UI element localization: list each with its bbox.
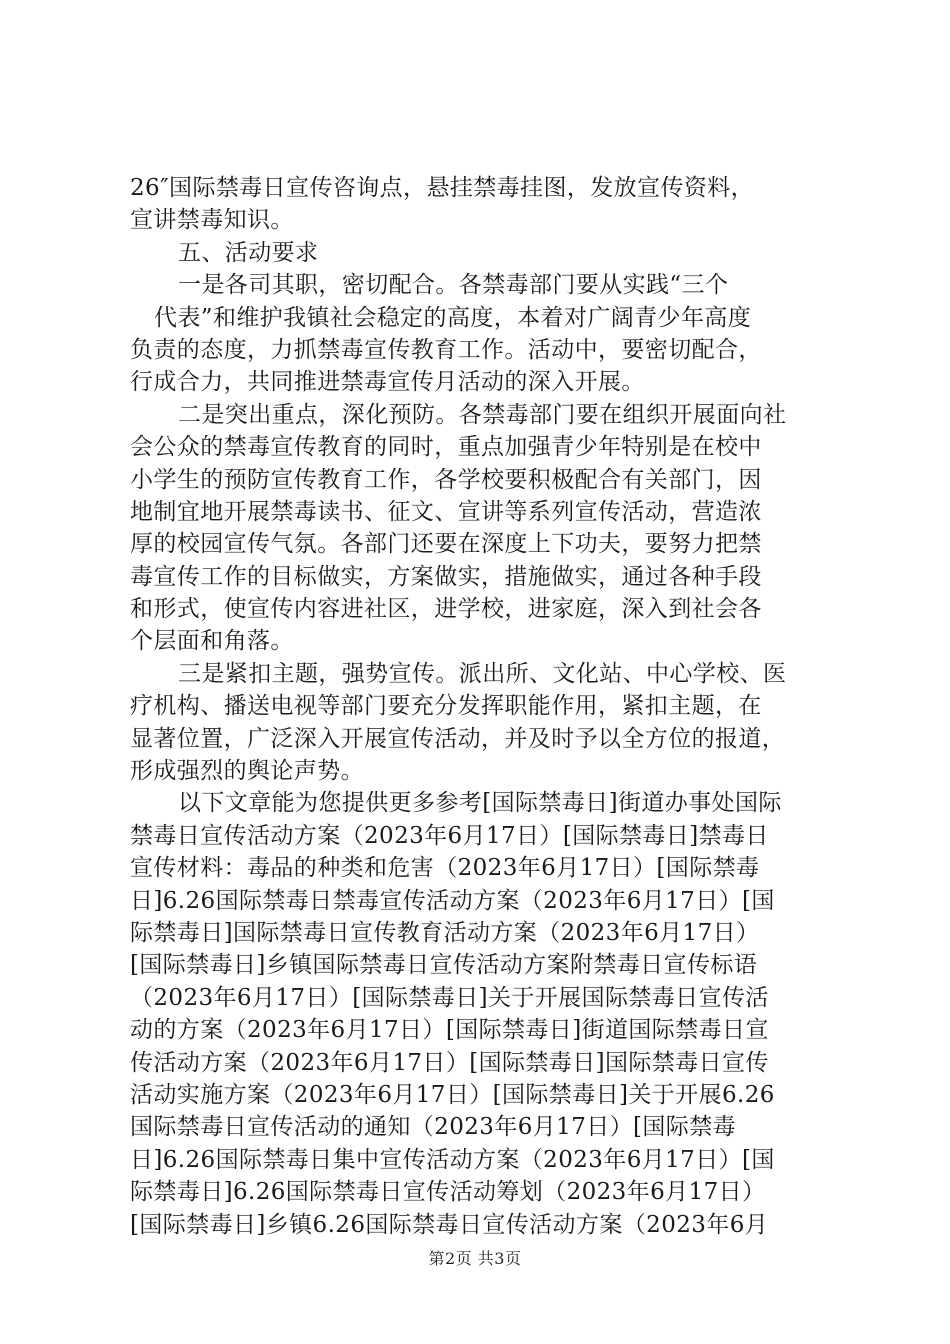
text-line: 个层面和角落。 [130, 628, 294, 655]
text-line: 一是各司其职，密切配合。各禁毒部门要从实践“三个 [178, 272, 729, 299]
text-line: 地制宜地开展禁毒读书、征文、宣讲等系列宣传活动，营造浓 [130, 498, 762, 525]
text-line: 26″国际禁毒日宣传咨询点，悬挂禁毒挂图，发放宣传资料， [130, 175, 755, 201]
text-line: 宣讲禁毒知识。 [130, 207, 294, 234]
text-line: 显著位置，广泛深入开展宣传活动，并及时予以全方位的报道， [130, 725, 786, 752]
text-line: [国际禁毒日]乡镇6.26国际禁毒日宣传活动方案（2023年6月 [130, 1211, 769, 1238]
text-line: 毒宣传工作的目标做实，方案做实，措施做实，通过各种手段 [130, 563, 762, 590]
text-line: 代表”和维护我镇社会稳定的高度，本着对广阔青少年高度 [154, 304, 752, 331]
text-line: 以下文章能为您提供更多参考[国际禁毒日]街道办事处国际 [178, 790, 782, 817]
page-number-footer: 第2页 共3页 [428, 1249, 522, 1268]
text-line: 形成强烈的舆论声势。 [130, 758, 364, 785]
text-line: 际禁毒日]国际禁毒日宣传教育活动方案（2023年6月17日） [130, 919, 760, 946]
text-line: 宣传材料：毒品的种类和危害（2023年6月17日）[国际禁毒 [130, 855, 760, 882]
text-line: 负责的态度，力抓禁毒宣传教育工作。活动中，要密切配合， [130, 336, 762, 363]
text-line: 二是突出重点，深化预防。各禁毒部门要在组织开展面向社 [178, 401, 787, 428]
text-line: 际禁毒日]6.26国际禁毒日宣传活动筹划（2023年6月17日） [130, 1179, 766, 1206]
text-line: 动的方案（2023年6月17日）[国际禁毒日]街道国际禁毒日宣 [130, 1017, 769, 1044]
text-line: 行成合力，共同推进禁毒宣传月活动的深入开展。 [130, 369, 645, 396]
text-line: （2023年6月17日）[国际禁毒日]关于开展国际禁毒日宣传活 [130, 984, 769, 1011]
text-line: 小学生的预防宣传教育工作，各学校要积极配合有关部门，因 [130, 466, 762, 493]
section-heading: 五、活动要求 [178, 239, 319, 266]
text-line: 日]6.26国际禁毒日禁毒宣传活动方案（2023年6月17日）[国 [130, 887, 775, 914]
text-line: 厚的校园宣传气氛。各部门还要在深度上下功夫，要努力把禁 [130, 531, 762, 558]
text-line: 疗机构、播送电视等部门要充分发挥职能作用，紧扣主题，在 [130, 693, 762, 720]
text-line: 三是紧扣主题，强势宣传。派出所、文化站、中心学校、医 [178, 660, 787, 687]
text-line: 和形式，使宣传内容进社区，进学校，进家庭，深入到社会各 [130, 596, 762, 623]
text-line: 活动实施方案（2023年6月17日）[国际禁毒日]关于开展6.26 [130, 1081, 775, 1108]
text-line: 会公众的禁毒宣传教育的同时，重点加强青少年特别是在校中 [130, 434, 762, 461]
text-line: 国际禁毒日宣传活动的通知（2023年6月17日）[国际禁毒 [130, 1114, 737, 1141]
text-line: 禁毒日宣传活动方案（2023年6月17日）[国际禁毒日]禁毒日 [130, 822, 769, 849]
text-line: [国际禁毒日]乡镇国际禁毒日宣传活动方案附禁毒日宣传标语 [130, 952, 758, 979]
text-line: 日]6.26国际禁毒日集中宣传活动方案（2023年6月17日）[国 [130, 1146, 775, 1173]
text-line: 传活动方案（2023年6月17日）[国际禁毒日]国际禁毒日宣传 [130, 1049, 769, 1076]
document-body [130, 172, 836, 1241]
